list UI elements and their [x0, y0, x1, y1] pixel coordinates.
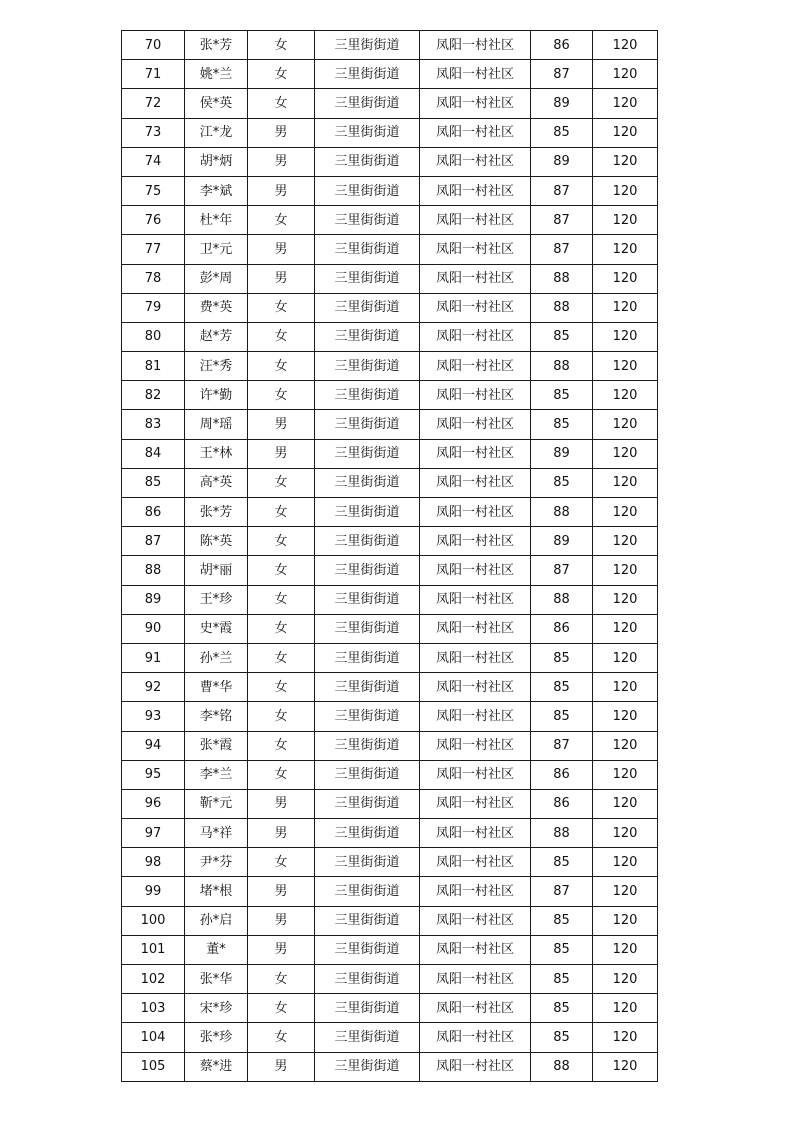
cell-age: 89 [531, 147, 593, 176]
cell-community: 凤阳一村社区 [420, 819, 531, 848]
cell-age: 88 [531, 585, 593, 614]
cell-community: 凤阳一村社区 [420, 410, 531, 439]
cell-amount: 120 [593, 410, 658, 439]
table-row [122, 206, 658, 235]
cell-age: 87 [531, 556, 593, 585]
cell-street: 三里街街道 [315, 89, 420, 118]
cell-street: 三里街街道 [315, 702, 420, 731]
cell-gender: 女 [248, 1023, 315, 1052]
cell-name: 李*兰 [185, 760, 248, 789]
cell-community: 凤阳一村社区 [420, 994, 531, 1023]
cell-gender: 女 [248, 527, 315, 556]
cell-community: 凤阳一村社区 [420, 614, 531, 643]
cell-gender: 男 [248, 789, 315, 818]
cell-street: 三里街街道 [315, 60, 420, 89]
cell-street: 三里街街道 [315, 147, 420, 176]
cell-index: 89 [122, 585, 185, 614]
cell-age: 85 [531, 410, 593, 439]
cell-amount: 120 [593, 264, 658, 293]
cell-name: 孙*启 [185, 906, 248, 935]
cell-age: 86 [531, 789, 593, 818]
cell-index: 73 [122, 118, 185, 147]
table-row [122, 877, 658, 906]
table-row [122, 118, 658, 147]
cell-index: 100 [122, 906, 185, 935]
cell-gender: 女 [248, 965, 315, 994]
cell-amount: 120 [593, 819, 658, 848]
cell-gender: 女 [248, 468, 315, 497]
cell-name: 张*霞 [185, 731, 248, 760]
cell-name: 杜*年 [185, 206, 248, 235]
table-row [122, 410, 658, 439]
cell-gender: 女 [248, 498, 315, 527]
cell-age: 85 [531, 965, 593, 994]
cell-index: 88 [122, 556, 185, 585]
cell-amount: 120 [593, 89, 658, 118]
cell-age: 87 [531, 877, 593, 906]
cell-gender: 女 [248, 206, 315, 235]
cell-name: 曹*华 [185, 673, 248, 702]
table-body [122, 31, 658, 1082]
cell-index: 105 [122, 1052, 185, 1081]
cell-street: 三里街街道 [315, 206, 420, 235]
cell-amount: 120 [593, 381, 658, 410]
cell-gender: 男 [248, 410, 315, 439]
cell-community: 凤阳一村社区 [420, 1052, 531, 1081]
cell-gender: 女 [248, 585, 315, 614]
cell-street: 三里街街道 [315, 1023, 420, 1052]
cell-gender: 男 [248, 235, 315, 264]
cell-amount: 120 [593, 614, 658, 643]
cell-index: 76 [122, 206, 185, 235]
cell-index: 96 [122, 789, 185, 818]
cell-street: 三里街街道 [315, 31, 420, 60]
cell-community: 凤阳一村社区 [420, 293, 531, 322]
cell-index: 77 [122, 235, 185, 264]
cell-street: 三里街街道 [315, 819, 420, 848]
table-row [122, 235, 658, 264]
cell-name: 蔡*进 [185, 1052, 248, 1081]
cell-age: 87 [531, 731, 593, 760]
cell-gender: 男 [248, 819, 315, 848]
table-row [122, 935, 658, 964]
cell-street: 三里街街道 [315, 264, 420, 293]
cell-street: 三里街街道 [315, 527, 420, 556]
cell-index: 84 [122, 439, 185, 468]
cell-community: 凤阳一村社区 [420, 731, 531, 760]
cell-name: 姚*兰 [185, 60, 248, 89]
cell-community: 凤阳一村社区 [420, 322, 531, 351]
cell-name: 江*龙 [185, 118, 248, 147]
cell-age: 89 [531, 527, 593, 556]
cell-age: 86 [531, 31, 593, 60]
cell-amount: 120 [593, 935, 658, 964]
cell-community: 凤阳一村社区 [420, 235, 531, 264]
cell-age: 85 [531, 906, 593, 935]
cell-age: 85 [531, 673, 593, 702]
cell-amount: 120 [593, 965, 658, 994]
cell-age: 88 [531, 264, 593, 293]
cell-community: 凤阳一村社区 [420, 31, 531, 60]
cell-street: 三里街街道 [315, 965, 420, 994]
cell-name: 孙*兰 [185, 643, 248, 672]
cell-age: 85 [531, 848, 593, 877]
cell-gender: 男 [248, 935, 315, 964]
cell-community: 凤阳一村社区 [420, 965, 531, 994]
cell-index: 95 [122, 760, 185, 789]
cell-age: 85 [531, 702, 593, 731]
cell-name: 卫*元 [185, 235, 248, 264]
cell-age: 87 [531, 176, 593, 205]
cell-name: 费*英 [185, 293, 248, 322]
cell-street: 三里街街道 [315, 614, 420, 643]
cell-amount: 120 [593, 673, 658, 702]
cell-name: 彭*周 [185, 264, 248, 293]
cell-amount: 120 [593, 906, 658, 935]
cell-street: 三里街街道 [315, 643, 420, 672]
cell-age: 85 [531, 468, 593, 497]
cell-age: 88 [531, 1052, 593, 1081]
cell-amount: 120 [593, 235, 658, 264]
cell-age: 85 [531, 994, 593, 1023]
table-row [122, 585, 658, 614]
cell-street: 三里街街道 [315, 439, 420, 468]
cell-community: 凤阳一村社区 [420, 206, 531, 235]
cell-community: 凤阳一村社区 [420, 643, 531, 672]
cell-street: 三里街街道 [315, 1052, 420, 1081]
cell-community: 凤阳一村社区 [420, 468, 531, 497]
cell-age: 85 [531, 643, 593, 672]
cell-amount: 120 [593, 439, 658, 468]
cell-street: 三里街街道 [315, 760, 420, 789]
cell-gender: 女 [248, 614, 315, 643]
cell-street: 三里街街道 [315, 498, 420, 527]
table-row [122, 264, 658, 293]
table-row [122, 439, 658, 468]
cell-index: 72 [122, 89, 185, 118]
cell-age: 87 [531, 60, 593, 89]
cell-community: 凤阳一村社区 [420, 381, 531, 410]
cell-index: 94 [122, 731, 185, 760]
cell-gender: 男 [248, 906, 315, 935]
cell-name: 堵*根 [185, 877, 248, 906]
table-row [122, 673, 658, 702]
cell-index: 97 [122, 819, 185, 848]
cell-gender: 男 [248, 439, 315, 468]
cell-community: 凤阳一村社区 [420, 585, 531, 614]
cell-age: 85 [531, 935, 593, 964]
table-row [122, 1023, 658, 1052]
table-row [122, 31, 658, 60]
cell-community: 凤阳一村社区 [420, 935, 531, 964]
cell-gender: 男 [248, 264, 315, 293]
cell-community: 凤阳一村社区 [420, 789, 531, 818]
cell-index: 87 [122, 527, 185, 556]
cell-gender: 女 [248, 994, 315, 1023]
cell-gender: 女 [248, 31, 315, 60]
subsidy-roster-table [121, 30, 658, 1082]
table-row [122, 293, 658, 322]
cell-gender: 女 [248, 848, 315, 877]
table-row [122, 848, 658, 877]
cell-index: 71 [122, 60, 185, 89]
cell-community: 凤阳一村社区 [420, 176, 531, 205]
cell-community: 凤阳一村社区 [420, 673, 531, 702]
cell-age: 86 [531, 760, 593, 789]
cell-name: 赵*芳 [185, 322, 248, 351]
cell-age: 88 [531, 498, 593, 527]
cell-name: 张*芳 [185, 498, 248, 527]
cell-amount: 120 [593, 848, 658, 877]
cell-amount: 120 [593, 877, 658, 906]
cell-index: 103 [122, 994, 185, 1023]
table-row [122, 60, 658, 89]
cell-gender: 女 [248, 643, 315, 672]
cell-community: 凤阳一村社区 [420, 848, 531, 877]
cell-age: 89 [531, 439, 593, 468]
cell-name: 张*珍 [185, 1023, 248, 1052]
cell-index: 90 [122, 614, 185, 643]
cell-amount: 120 [593, 31, 658, 60]
cell-name: 陈*英 [185, 527, 248, 556]
table-row [122, 760, 658, 789]
cell-street: 三里街街道 [315, 118, 420, 147]
cell-index: 91 [122, 643, 185, 672]
cell-index: 83 [122, 410, 185, 439]
cell-name: 张*华 [185, 965, 248, 994]
cell-gender: 男 [248, 176, 315, 205]
cell-street: 三里街街道 [315, 322, 420, 351]
cell-index: 80 [122, 322, 185, 351]
cell-community: 凤阳一村社区 [420, 498, 531, 527]
cell-amount: 120 [593, 702, 658, 731]
table-row [122, 702, 658, 731]
cell-name: 董* [185, 935, 248, 964]
cell-street: 三里街街道 [315, 935, 420, 964]
cell-street: 三里街街道 [315, 352, 420, 381]
cell-name: 王*珍 [185, 585, 248, 614]
cell-index: 92 [122, 673, 185, 702]
table-row [122, 1052, 658, 1081]
cell-age: 87 [531, 206, 593, 235]
cell-gender: 女 [248, 60, 315, 89]
cell-index: 93 [122, 702, 185, 731]
table-row [122, 789, 658, 818]
cell-age: 89 [531, 89, 593, 118]
cell-amount: 120 [593, 643, 658, 672]
cell-index: 85 [122, 468, 185, 497]
cell-amount: 120 [593, 118, 658, 147]
cell-street: 三里街街道 [315, 585, 420, 614]
cell-gender: 男 [248, 147, 315, 176]
cell-amount: 120 [593, 468, 658, 497]
cell-street: 三里街街道 [315, 994, 420, 1023]
cell-street: 三里街街道 [315, 848, 420, 877]
cell-amount: 120 [593, 176, 658, 205]
table-row [122, 468, 658, 497]
cell-community: 凤阳一村社区 [420, 118, 531, 147]
cell-age: 88 [531, 819, 593, 848]
cell-street: 三里街街道 [315, 176, 420, 205]
cell-gender: 男 [248, 877, 315, 906]
cell-amount: 120 [593, 206, 658, 235]
cell-name: 胡*炳 [185, 147, 248, 176]
table-row [122, 176, 658, 205]
cell-age: 87 [531, 235, 593, 264]
cell-name: 靳*元 [185, 789, 248, 818]
cell-amount: 120 [593, 352, 658, 381]
cell-street: 三里街街道 [315, 673, 420, 702]
table-row [122, 556, 658, 585]
cell-index: 86 [122, 498, 185, 527]
cell-age: 85 [531, 381, 593, 410]
cell-name: 李*铭 [185, 702, 248, 731]
cell-street: 三里街街道 [315, 556, 420, 585]
cell-amount: 120 [593, 994, 658, 1023]
cell-name: 许*勤 [185, 381, 248, 410]
cell-gender: 女 [248, 731, 315, 760]
table-row [122, 352, 658, 381]
cell-amount: 120 [593, 760, 658, 789]
cell-gender: 女 [248, 352, 315, 381]
cell-name: 王*林 [185, 439, 248, 468]
cell-community: 凤阳一村社区 [420, 1023, 531, 1052]
cell-index: 98 [122, 848, 185, 877]
cell-gender: 女 [248, 89, 315, 118]
table-row [122, 906, 658, 935]
cell-age: 85 [531, 1023, 593, 1052]
cell-community: 凤阳一村社区 [420, 906, 531, 935]
cell-name: 张*芳 [185, 31, 248, 60]
cell-gender: 女 [248, 673, 315, 702]
cell-community: 凤阳一村社区 [420, 60, 531, 89]
cell-gender: 男 [248, 1052, 315, 1081]
cell-index: 102 [122, 965, 185, 994]
cell-amount: 120 [593, 293, 658, 322]
cell-amount: 120 [593, 1052, 658, 1081]
table-row [122, 527, 658, 556]
cell-community: 凤阳一村社区 [420, 877, 531, 906]
cell-age: 85 [531, 118, 593, 147]
cell-community: 凤阳一村社区 [420, 556, 531, 585]
cell-street: 三里街街道 [315, 906, 420, 935]
cell-index: 101 [122, 935, 185, 964]
cell-street: 三里街街道 [315, 731, 420, 760]
cell-street: 三里街街道 [315, 381, 420, 410]
cell-index: 75 [122, 176, 185, 205]
cell-index: 78 [122, 264, 185, 293]
cell-name: 史*霞 [185, 614, 248, 643]
cell-gender: 男 [248, 118, 315, 147]
cell-gender: 女 [248, 556, 315, 585]
table-row [122, 322, 658, 351]
table-row [122, 643, 658, 672]
cell-street: 三里街街道 [315, 468, 420, 497]
cell-amount: 120 [593, 585, 658, 614]
cell-community: 凤阳一村社区 [420, 352, 531, 381]
cell-name: 侯*英 [185, 89, 248, 118]
cell-index: 82 [122, 381, 185, 410]
table-row [122, 819, 658, 848]
cell-community: 凤阳一村社区 [420, 264, 531, 293]
cell-name: 马*祥 [185, 819, 248, 848]
cell-amount: 120 [593, 322, 658, 351]
cell-community: 凤阳一村社区 [420, 89, 531, 118]
cell-amount: 120 [593, 1023, 658, 1052]
cell-gender: 女 [248, 760, 315, 789]
cell-index: 99 [122, 877, 185, 906]
cell-amount: 120 [593, 789, 658, 818]
cell-age: 85 [531, 322, 593, 351]
cell-gender: 女 [248, 322, 315, 351]
cell-amount: 120 [593, 60, 658, 89]
table-row [122, 994, 658, 1023]
table-row [122, 498, 658, 527]
cell-gender: 女 [248, 293, 315, 322]
cell-street: 三里街街道 [315, 789, 420, 818]
cell-community: 凤阳一村社区 [420, 760, 531, 789]
cell-index: 104 [122, 1023, 185, 1052]
table-row [122, 147, 658, 176]
cell-community: 凤阳一村社区 [420, 702, 531, 731]
cell-name: 周*瑶 [185, 410, 248, 439]
cell-gender: 女 [248, 702, 315, 731]
cell-community: 凤阳一村社区 [420, 439, 531, 468]
cell-street: 三里街街道 [315, 293, 420, 322]
cell-age: 86 [531, 614, 593, 643]
cell-amount: 120 [593, 731, 658, 760]
cell-name: 高*英 [185, 468, 248, 497]
cell-community: 凤阳一村社区 [420, 147, 531, 176]
cell-name: 尹*芬 [185, 848, 248, 877]
cell-name: 胡*丽 [185, 556, 248, 585]
cell-amount: 120 [593, 527, 658, 556]
cell-index: 79 [122, 293, 185, 322]
cell-amount: 120 [593, 556, 658, 585]
table-row [122, 614, 658, 643]
cell-index: 81 [122, 352, 185, 381]
table-row [122, 965, 658, 994]
cell-age: 88 [531, 352, 593, 381]
cell-gender: 女 [248, 381, 315, 410]
cell-index: 74 [122, 147, 185, 176]
cell-street: 三里街街道 [315, 877, 420, 906]
table-row [122, 731, 658, 760]
cell-age: 88 [531, 293, 593, 322]
cell-street: 三里街街道 [315, 410, 420, 439]
table-row [122, 89, 658, 118]
cell-amount: 120 [593, 147, 658, 176]
cell-name: 李*斌 [185, 176, 248, 205]
cell-amount: 120 [593, 498, 658, 527]
cell-index: 70 [122, 31, 185, 60]
cell-name: 汪*秀 [185, 352, 248, 381]
table-row [122, 381, 658, 410]
cell-street: 三里街街道 [315, 235, 420, 264]
cell-community: 凤阳一村社区 [420, 527, 531, 556]
cell-name: 宋*珍 [185, 994, 248, 1023]
